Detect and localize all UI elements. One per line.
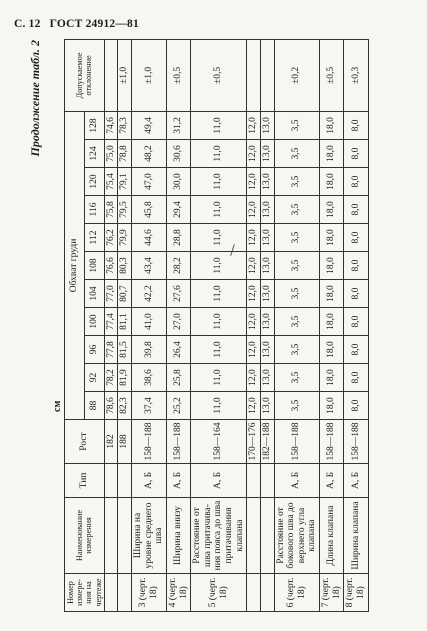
measurement-value: 13,0 [260, 252, 274, 280]
measurement-value: 18,0 [320, 308, 344, 336]
measurement-type: А, Б [344, 464, 368, 498]
table-row [132, 39, 167, 611]
measurement-type [104, 464, 118, 498]
measurement-value: 49,4 [132, 111, 167, 139]
measurement-value: 43,4 [132, 252, 167, 280]
tolerance-value: ±1,0 [118, 39, 132, 111]
measurement-number: 7 (черт. 18) [320, 574, 344, 612]
col-type-header: Тип [65, 464, 105, 498]
measurement-value: 75,0 [104, 140, 118, 168]
height-range: 158—188 [320, 420, 344, 464]
measurement-name: Ширина клапана [344, 498, 368, 574]
measurement-value: 13,0 [260, 196, 274, 224]
measurement-value: 75,4 [104, 168, 118, 196]
measurement-value: 77,4 [104, 308, 118, 336]
measurement-value: 76,2 [104, 224, 118, 252]
measurement-value: 80,3 [118, 252, 132, 280]
measurement-type [118, 464, 132, 498]
measurement-value: 25,8 [166, 364, 190, 392]
height-range: 158—188 [166, 420, 190, 464]
measurement-value: 11,0 [191, 336, 247, 364]
measurement-value: 8,0 [344, 280, 368, 308]
measurement-value: 42,2 [132, 280, 167, 308]
table-row [260, 39, 274, 611]
measurement-value: 8,0 [344, 252, 368, 280]
measurement-value: 45,8 [132, 196, 167, 224]
measurement-value: 11,0 [191, 196, 247, 224]
measurement-value: 8,0 [344, 364, 368, 392]
measurement-value: 13,0 [260, 280, 274, 308]
measurement-value: 48,2 [132, 140, 167, 168]
measurement-value: 11,0 [191, 392, 247, 420]
chest-size-header: 96 [84, 336, 104, 364]
measurement-value: 11,0 [191, 224, 247, 252]
height-range: 158—188 [274, 420, 320, 464]
measurement-value: 78,2 [104, 364, 118, 392]
table-row [191, 39, 247, 611]
measurement-value: 8,0 [344, 392, 368, 420]
measurement-value: 30,6 [166, 140, 190, 168]
measurement-value: 8,0 [344, 168, 368, 196]
measurement-value: 12,0 [247, 364, 261, 392]
measurement-value: 3,5 [274, 140, 320, 168]
measurement-value: 44,6 [132, 224, 167, 252]
measurement-number [104, 574, 118, 612]
measurement-value: 79,9 [118, 224, 132, 252]
height-range: 158—188 [344, 420, 368, 464]
measurement-value: 13,0 [260, 111, 274, 139]
measurement-value: 13,0 [260, 392, 274, 420]
measurement-value: 13,0 [260, 140, 274, 168]
measurement-number: 8 (черт. 18) [344, 574, 368, 612]
measurement-number: 5 (черт. 18) [191, 574, 247, 612]
measurement-value: 11,0 [191, 168, 247, 196]
tolerance-value: ±0,5 [320, 39, 344, 111]
tolerance-value: ±0,2 [274, 39, 320, 111]
chest-size-header: 108 [84, 252, 104, 280]
measurements-table [64, 39, 369, 612]
height-range: 188 [118, 420, 132, 464]
measurement-value: 77,0 [104, 280, 118, 308]
measurement-type [260, 464, 274, 498]
page-header [14, 18, 145, 30]
chest-size-header: 120 [84, 168, 104, 196]
unit-label: см [52, 400, 63, 412]
tolerance-value: ±0,3 [344, 39, 368, 111]
measurement-value: 8,0 [344, 224, 368, 252]
measurement-value: 3,5 [274, 196, 320, 224]
measurement-value: 28,2 [166, 252, 190, 280]
measurement-value: 28,8 [166, 224, 190, 252]
measurement-value: 3,5 [274, 280, 320, 308]
measurement-value: 26,4 [166, 336, 190, 364]
measurement-value: 13,0 [260, 336, 274, 364]
measurement-value: 18,0 [320, 252, 344, 280]
measurement-value: 12,0 [247, 224, 261, 252]
chest-size-header: 112 [84, 224, 104, 252]
measurement-value: 80,7 [118, 280, 132, 308]
measurement-value: 25,2 [166, 392, 190, 420]
measurement-name [247, 498, 261, 574]
measurement-value: 11,0 [191, 308, 247, 336]
measurement-value: 30,0 [166, 168, 190, 196]
measurement-value: 18,0 [320, 140, 344, 168]
tolerance-value: ±0,5 [166, 39, 190, 111]
measurement-name [260, 498, 274, 574]
table-row [118, 39, 132, 611]
measurement-value: 77,8 [104, 336, 118, 364]
measurement-value: 3,5 [274, 364, 320, 392]
table-body [104, 39, 368, 611]
measurement-value: 8,0 [344, 336, 368, 364]
chest-size-header: 128 [84, 111, 104, 139]
measurement-value: 31,2 [166, 111, 190, 139]
measurement-value: 12,0 [247, 336, 261, 364]
rotated-table-area [28, 40, 423, 612]
measurement-value: 18,0 [320, 336, 344, 364]
measurement-type: А, Б [274, 464, 320, 498]
measurement-type: А, Б [320, 464, 344, 498]
measurement-name: Расстояние от шва притачивания пояса до шва притачивания клапана [191, 498, 247, 574]
measurement-value: 81,9 [118, 364, 132, 392]
height-range: 182—188 [260, 420, 274, 464]
chest-size-header: 88 [84, 392, 104, 420]
table-row [344, 39, 368, 611]
measurement-value: 75,8 [104, 196, 118, 224]
tolerance-value: ±0,5 [191, 39, 247, 111]
tolerance-value: ±1,0 [132, 39, 167, 111]
measurement-value: 12,0 [247, 196, 261, 224]
measurement-value: 37,4 [132, 392, 167, 420]
height-range: 158—188 [132, 420, 167, 464]
measurement-value: 78,6 [104, 392, 118, 420]
measurement-value: 41,0 [132, 308, 167, 336]
measurement-number: 3 (черт. 18) [132, 574, 167, 612]
measurement-value: 12,0 [247, 168, 261, 196]
measurement-value: 78,8 [118, 140, 132, 168]
measurement-value: 39,8 [132, 336, 167, 364]
measurement-value: 12,0 [247, 252, 261, 280]
tolerance-value [247, 39, 261, 111]
measurement-value: 11,0 [191, 252, 247, 280]
measurement-value: 8,0 [344, 140, 368, 168]
height-range: 158—164 [191, 420, 247, 464]
measurement-value: 18,0 [320, 111, 344, 139]
measurement-value: 8,0 [344, 111, 368, 139]
measurement-value: 81,5 [118, 336, 132, 364]
table-row [320, 39, 344, 611]
measurement-value: 8,0 [344, 196, 368, 224]
table-row [274, 39, 320, 611]
measurement-value: 27,6 [166, 280, 190, 308]
measurement-value: 8,0 [344, 308, 368, 336]
measurement-value: 81,1 [118, 308, 132, 336]
height-range: 182 [104, 420, 118, 464]
table-row [104, 39, 118, 611]
measurement-name: Расстояние от бокового шва до верхнего угла клапана [274, 498, 320, 574]
measurement-name: Ширина внизу [166, 498, 190, 574]
measurement-type: А, Б [191, 464, 247, 498]
measurement-value: 11,0 [191, 280, 247, 308]
col-chest-group-header: Обхват груди [65, 111, 85, 419]
measurement-value: 3,5 [274, 252, 320, 280]
measurement-name [104, 498, 118, 574]
chest-size-header: 116 [84, 196, 104, 224]
col-name-header: Наименование измерения [65, 498, 105, 574]
measurement-number: 6 (черт. 18) [274, 574, 320, 612]
measurement-number: 4 (черт. 18) [166, 574, 190, 612]
measurement-value: 82,3 [118, 392, 132, 420]
measurement-value: 18,0 [320, 168, 344, 196]
measurement-value: 3,5 [274, 336, 320, 364]
measurement-value: 3,5 [274, 168, 320, 196]
measurement-value: 78,3 [118, 111, 132, 139]
measurement-value: 18,0 [320, 224, 344, 252]
chest-size-header: 104 [84, 280, 104, 308]
measurement-value: 3,5 [274, 224, 320, 252]
measurement-number [247, 574, 261, 612]
height-range: 170—176 [247, 420, 261, 464]
measurement-value: 13,0 [260, 224, 274, 252]
chest-size-header: 100 [84, 308, 104, 336]
table-row [166, 39, 190, 611]
col-height-header: Рост [65, 420, 105, 464]
measurement-value: 13,0 [260, 168, 274, 196]
measurement-value: 79,5 [118, 196, 132, 224]
measurement-type: А, Б [166, 464, 190, 498]
standard-code: ГОСТ 24912—81 [49, 18, 139, 30]
measurement-value: 12,0 [247, 392, 261, 420]
measurement-name: Длина клапана [320, 498, 344, 574]
measurement-value: 38,6 [132, 364, 167, 392]
measurement-value: 79,1 [118, 168, 132, 196]
measurement-value: 3,5 [274, 392, 320, 420]
table-row [247, 39, 261, 611]
measurement-name [118, 498, 132, 574]
measurement-number [118, 574, 132, 612]
measurement-value: 3,5 [274, 308, 320, 336]
measurement-value: 11,0 [191, 111, 247, 139]
chest-size-header: 92 [84, 364, 104, 392]
tolerance-value [260, 39, 274, 111]
measurement-value: 74,6 [104, 111, 118, 139]
tolerance-value [104, 39, 118, 111]
measurement-value: 3,5 [274, 111, 320, 139]
measurement-value: 18,0 [320, 280, 344, 308]
measurement-name: Ширина на уровне среднего шва [132, 498, 167, 574]
measurement-value: 12,0 [247, 280, 261, 308]
measurement-type [247, 464, 261, 498]
measurement-value: 11,0 [191, 140, 247, 168]
col-number-header: Номер измерения на чертеже [65, 574, 105, 612]
measurement-number [260, 574, 274, 612]
measurement-value: 18,0 [320, 196, 344, 224]
measurement-value: 18,0 [320, 364, 344, 392]
measurement-value: 29,4 [166, 196, 190, 224]
measurement-value: 12,0 [247, 140, 261, 168]
measurement-value: 27,0 [166, 308, 190, 336]
measurement-value: 11,0 [191, 364, 247, 392]
page-number: С. 12 [14, 18, 41, 30]
measurement-value: 13,0 [260, 308, 274, 336]
measurement-value: 18,0 [320, 392, 344, 420]
measurement-value: 13,0 [260, 364, 274, 392]
measurement-value: 12,0 [247, 308, 261, 336]
col-tolerance-header: Допускаемое отклонение [65, 39, 105, 111]
chest-size-header: 124 [84, 140, 104, 168]
measurement-value: 76,6 [104, 252, 118, 280]
table-caption: Продолжение табл. 2 [28, 40, 42, 157]
measurement-type: А, Б [132, 464, 167, 498]
measurement-value: 12,0 [247, 111, 261, 139]
measurement-value: 47,0 [132, 168, 167, 196]
